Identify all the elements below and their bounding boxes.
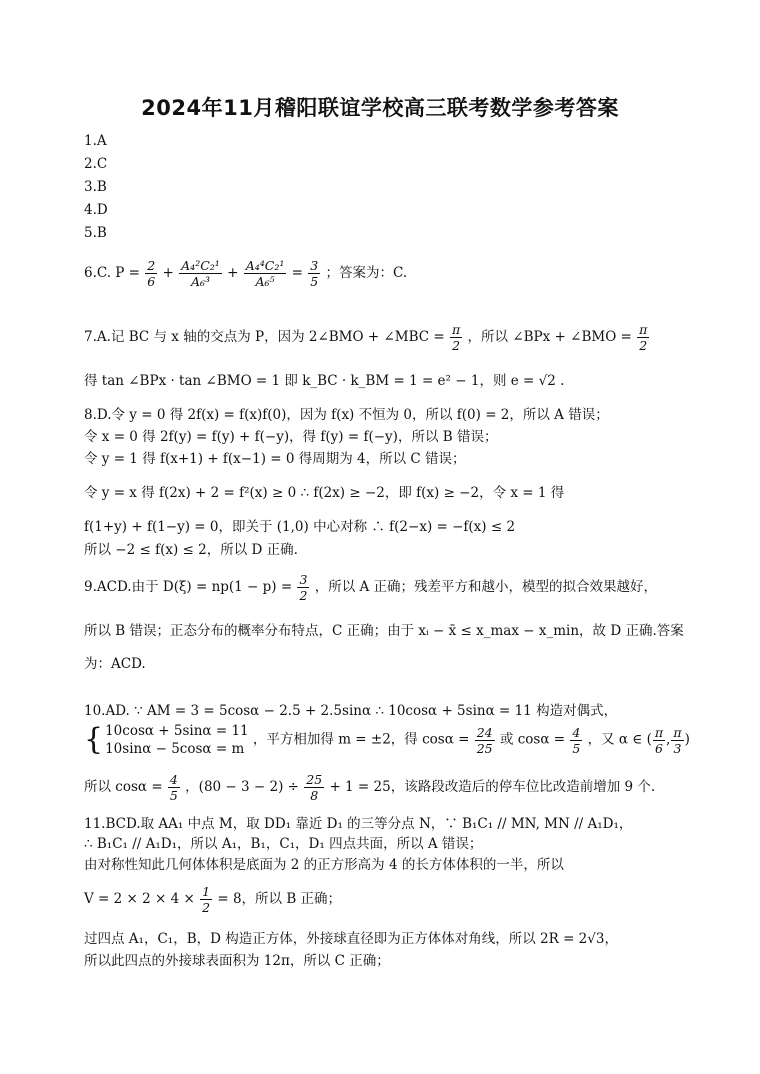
q10-text-a: ，平方相加得 m = ±2，得 cosα = — [252, 731, 474, 748]
q10-l3-text-b: ，(80 − 3 − 2) ÷ — [185, 779, 304, 795]
answer-1: 1.A — [84, 133, 107, 149]
q6-fraction-1: $\frac{2}{6}$ — [147, 258, 156, 289]
q6-fraction-3: $\frac{\text{A₄⁴C₂¹}}{\text{A₆⁵}}$ — [245, 258, 285, 289]
answer-8-line-1: 8.D.令 y = 0 得 2f(x) = f(x)f(0)，因为 f(x) 不恒为 0，所以 f(0) = 2，所以 A 错误； — [84, 407, 609, 423]
q10-text-b: 或 cosα = — [499, 731, 570, 748]
answer-3: 3.B — [84, 179, 107, 195]
answer-11-line-6: 所以此四点的外接球表面积为 12π，所以 C 正确； — [84, 953, 390, 969]
q7-text-a: 7.A.记 BC 与 x 轴的交点为 P，因为 2∠BMO + ∠MBC = — [84, 329, 450, 345]
brace-icon: { — [84, 722, 104, 757]
answer-8-line-4: 令 y = x 得 f(2x) + 2 = f²(x) ≥ 0 ∴ f(2x) ≥ −2，即 f(x) ≥ −2，令 x = 1 得 — [84, 485, 565, 501]
answer-6: 6.C. P = $\frac{2}{6}$ + $\frac{\text{A₄²C₂¹}}{\text{A₆³}}$ + $\frac{\text{A₄⁴C₂¹}}{\text{A₆⁵}}$ = $\frac{3}{5}$ ；答案为：C. — [84, 258, 408, 289]
answer-8-line-5: f(1+y) + f(1−y) = 0，即关于 (1,0) 中心对称 ∴ f(2−x) = −f(x) ≤ 2 — [84, 519, 516, 535]
answer-9-line-2: 所以 B 错误；正态分布的概率分布特点，C 正确；由于 xᵢ − x̄ ≤ x_max − x_min，故 D 正确.答案 — [84, 623, 684, 639]
q10-fraction-3: $\frac{\pi}{6}$ — [654, 724, 664, 756]
answer-10-line-1: 10.AD. ∵ AM = 3 = 5cosα − 2.5 + 2.5sinα ∴ 10cosα + 5sinα = 11 构造对偶式， — [84, 703, 618, 719]
q7-fraction-1: $\frac{\pi}{2}$ — [452, 322, 461, 353]
q10-text-e: ) — [684, 731, 690, 748]
q10-fraction-1: $\frac{24}{25}$ — [476, 724, 493, 756]
q11-fraction: $\frac{1}{2}$ — [202, 884, 211, 915]
q9-fraction: $\frac{3}{2}$ — [299, 572, 308, 603]
answer-10-line-3 — [84, 772, 655, 803]
answer-10-line-2 — [84, 722, 690, 758]
equation-system: 10cosα + 5sinα = 11 10sinα − 5cosα = m — [105, 723, 249, 757]
page-title: 2024年11月稽阳联谊学校高三联考数学参考答案 — [141, 96, 619, 120]
q9-text-a: 9.ACD.由于 D(ξ) = np(1 − p) = — [84, 579, 297, 595]
q10-l3-text-a: 所以 cosα = — [84, 779, 167, 795]
answer-7-line-1 — [84, 322, 650, 353]
q9-text-b: ，所以 A 正确；残差平方和越小，模型的拟合效果越好， — [314, 579, 658, 595]
q10-text-c: ，又 α ∈ ( — [587, 731, 652, 748]
q6-fraction-2: $\frac{\text{A₄²C₂¹}}{\text{A₆³}}$ — [181, 258, 220, 289]
q11-text-a: V = 2 × 2 × 4 × — [84, 891, 200, 907]
answer-9-line-3: 为：ACD. — [84, 656, 146, 672]
q10-l3-fraction-1: $\frac{4}{5}$ — [169, 772, 178, 803]
answer-11-line-1: 11.BCD.取 AA₁ 中点 M，取 DD₁ 靠近 D₁ 的三等分点 N，∵ B₁C₁ // MN, MN // A₁D₁， — [84, 816, 633, 832]
q10-fraction-2: $\frac{4}{5}$ — [572, 724, 581, 756]
q10-l3-fraction-2: $\frac{25}{8}$ — [306, 772, 323, 803]
answer-11-line-2: ∴ B₁C₁ // A₁D₁，所以 A₁，B₁，C₁，D₁ 四点共面，所以 A 错误； — [84, 836, 483, 852]
answer-7-line-2: 得 tan ∠BPx · tan ∠BMO = 1 即 k_BC · k_BM = 1 = e² − 1，则 e = √2 . — [84, 373, 565, 389]
answer-2: 2.C — [84, 156, 108, 172]
answer-11-line-4 — [84, 884, 341, 915]
q10-l3-text-c: + 1 = 25，该路段改造后的停车位比改造前增加 9 个. — [329, 779, 656, 795]
answer-8-line-3: 令 y = 1 得 f(x+1) + f(x−1) = 0 得周期为 4，所以 C 错误； — [84, 451, 466, 467]
q10-fraction-4: $\frac{\pi}{3}$ — [673, 724, 682, 756]
q11-text-b: = 8，所以 B 正确； — [217, 891, 342, 907]
answer-5: 5.B — [84, 225, 107, 241]
answer-8-line-2: 令 x = 0 得 2f(y) = f(y) + f(−y)，得 f(y) = f(−y)，所以 B 错误； — [84, 429, 498, 445]
answer-9-line-1 — [84, 572, 657, 603]
answer-11-line-3: 由对称性知此几何体体积是底面为 2 的正方形高为 4 的长方体体积的一半，所以 — [84, 857, 564, 873]
q6-prefix: 6.C. P = — [84, 265, 145, 281]
q7-fraction-2: $\frac{\pi}{2}$ — [639, 322, 648, 353]
q6-result-fraction: $\frac{3}{5}$ — [310, 258, 319, 289]
answer-8-line-6: 所以 −2 ≤ f(x) ≤ 2，所以 D 正确. — [84, 542, 298, 558]
answer-4: 4.D — [84, 202, 108, 218]
answer-11-line-5: 过四点 A₁，C₁，B，D 构造正方体，外接球直径即为正方体体对角线，所以 2R = 2√3， — [84, 931, 618, 947]
q6-suffix: ；答案为：C. — [325, 265, 408, 281]
q7-text-b: ，所以 ∠BPx + ∠BMO = — [467, 329, 637, 345]
q10-text-d: , — [666, 731, 671, 748]
